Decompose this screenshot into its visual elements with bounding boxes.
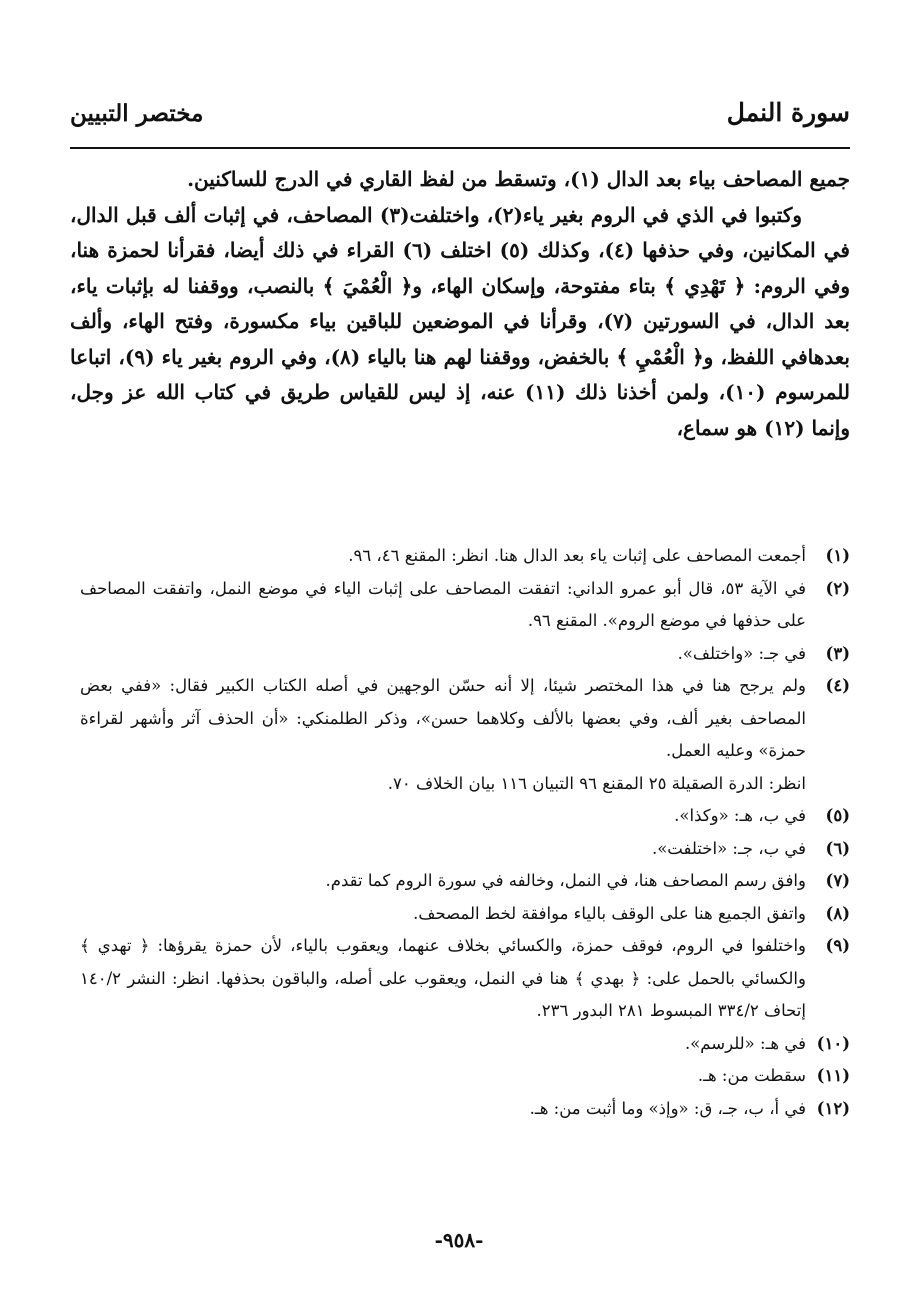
main-text: [70, 162, 850, 446]
footnote-text: في هـ: «للرسم».: [684, 1033, 806, 1053]
footnote-number: (٣): [825, 643, 850, 663]
footnote: [80, 800, 850, 833]
footnote-number: (٧): [825, 871, 850, 890]
footnote: [80, 930, 850, 1028]
footnote: [80, 638, 850, 671]
footnote: [80, 833, 850, 866]
footnote-number: (١): [825, 546, 850, 565]
page-header: [70, 92, 850, 138]
footnote: [80, 1028, 850, 1061]
book-title: مختصر التبيين: [70, 100, 204, 127]
footnote-text: في الآية ٥٣، قال أبو عمرو الداني: اتفقت المصاحف على إثبات الياء في موضع النمل، واتفقت المصاحف على حذفها في موضع الروم». المقنع ٩٦.: [80, 578, 806, 630]
footnote-text: واتفق الجميع هنا على الوقف بالياء موافقة لخط المصحف.: [413, 903, 806, 923]
footnote: [80, 1060, 850, 1093]
footnote-text: ولم يرجح هنا في هذا المختصر شيئا، إلا أنه حسّن الوجهين في أصله الكتاب الكبير فقال: «ففي بعض المصاحف بغير ألف، وفي بعضها بالألف وكلاهما حسن»، وذكر الطلمنكي: «أن الحذف آثر وأشهر لقراءة حمزة» وعليه العمل.: [80, 676, 806, 760]
footnote-reference: انظر: الدرة الصقيلة ٢٥ المقنع ٩٦ التبيان ١١٦ بيان الخلاف ٧٠.: [387, 773, 806, 793]
footnote-number: (٤): [825, 676, 850, 695]
footnote: [80, 540, 850, 573]
footnote-number: (٨): [825, 903, 850, 923]
footnote-number: (٥): [825, 806, 850, 825]
page-number: -٩٥٨-: [434, 1228, 484, 1252]
footnote: [80, 573, 850, 638]
footnotes: [80, 540, 850, 1125]
footnote-number: (٢): [825, 578, 850, 598]
footnote: [80, 898, 850, 931]
footnote-text: سقطت من: هـ.: [697, 1066, 806, 1085]
paragraph: وكتبوا في الذي في الروم بغير ياء(٢)، واختلفت(٣) المصاحف، في إثبات ألف قبل الدال، في المكانين، وفي حذفها (٤)، وكذلك (٥) اختلف (٦) القراء في ذلك أيضا، فقرأنا لحمزة هنا، وفي الروم: ﴿ تَهْدِي ﴾ بتاء مفتوحة، وإسكان الهاء، و﴿ الْعُمْيَ ﴾ بالنصب، ووقفنا له بإثبات ياء، بعد الدال، في السورتين (٧)، وقرأنا في الموضعين للباقين بياء مكسورة، وفتح الهاء، وألف بعدهافي اللفظ، و﴿ الْعُمْيِ ﴾ بالخفض، ووقفنا لهم هنا بالياء (٨)، وفي الروم بغير ياء (٩)، اتباعا للمرسوم (١٠)، ولمن أخذنا ذلك (١١) عنه، إذ ليس للقياس طريق في كتاب الله عز وجل، وإنما (١٢) هو سماع،: [70, 202, 850, 440]
footnote-text: في ب، جـ: «اختلفت».: [651, 838, 806, 858]
surah-title: سورة النمل: [726, 98, 850, 127]
footnote-number: (١٠): [816, 1033, 850, 1053]
footnote-number: (١١): [816, 1066, 850, 1085]
footnote: [80, 1093, 850, 1126]
footnote-number: (٩): [825, 936, 850, 955]
footnote: [80, 865, 850, 898]
header-divider: [70, 147, 850, 149]
footnote: [80, 670, 850, 768]
footnote-text: في ب، هـ: «وكذا».: [674, 806, 806, 825]
paragraph: جميع المصاحف بياء بعد الدال (١)، وتسقط من لفظ القاري في الدرج للساكنين.: [187, 167, 850, 191]
footnote-number: (١٢): [816, 1098, 850, 1118]
footnote-text: واختلفوا في الروم، فوقف حمزة، والكسائي بخلاف عنهما، ويعقوب بالياء، لأن حمزة يقرؤها: ﴿ تهدي ﴾ والكسائي بالحمل على: ﴿ بهدي ﴾ هنا في النمل، ويعقوب على أصله، والباقون بحذفها. انظر: النشر ١٤٠/٢ إتحاف ٣٣٤/٢ المبسوط ٢٨١ البدور ٢٣٦.: [80, 936, 806, 1020]
footnote-text: أجمعت المصاحف على إثبات ياء بعد الدال هنا. انظر: المقنع ٤٦، ٩٦.: [348, 546, 806, 565]
footnote-text: وافق رسم المصاحف هنا، في النمل، وخالفه في سورة الروم كما تقدم.: [325, 871, 806, 890]
footnote-text: في أ، ب، جـ، ق: «وإذ» وما أثبت من: هـ.: [529, 1098, 806, 1118]
footnote-number: (٦): [825, 838, 850, 858]
footnote-text: في جـ: «واختلف».: [677, 643, 806, 663]
